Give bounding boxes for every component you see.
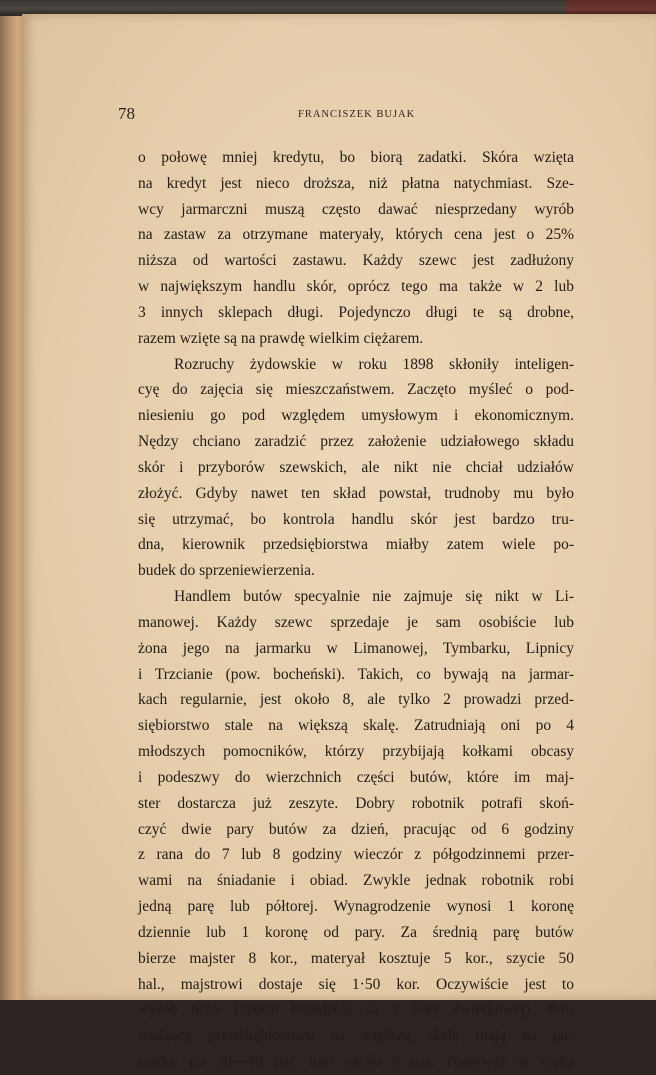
text-line: niesieniu go pod względem umysłowym i ekonomicznym. [138,407,574,425]
text-line: siębiorstwo stale na większą skalę. Zatrudniają oni po 4 [138,717,574,735]
text-line: młodszych pomocników, którzy przybijają kołkami obcasy [138,743,574,761]
body-text [138,145,574,1075]
text-line: cyę do zajęcia się mieszczaństwem. Zaczęto myśleć o pod- [138,381,574,399]
text-line: wcy jarmarczni muszą często dawać niesprzedany wyrób [138,200,574,218]
text-line: budek do sprzeniewierzenia. [138,562,315,580]
text-line: dziennie lub 1 koronę od pary. Za średnią parę butów [138,923,574,941]
text-line: 3 innych sklepach długi. Pojedynczo długi te są drobne, [138,303,574,321]
text-line: kach regularnie, jest około 8, ale tylko 2 prowadzi przed- [138,691,574,709]
text-line: marku po 30—40 par, inni około 8 par. Ponieważ w ciągu [138,1052,574,1070]
running-head: FRANCISZEK BUJAK [298,109,416,120]
page-number: 78 [118,104,135,123]
text-line: się utrzymać, bo kontrola handlu skór jest bardzo tru- [138,510,574,528]
text-line: o połowę mniej kredytu, bo biorą zadatki. Skóra wzięta [138,149,574,166]
text-line: bierze majster 8 kor., materyał kosztuje 5 kor., szycie 50 [138,949,574,967]
page-stack-edge [0,16,24,1000]
text-line: Rozruchy żydowskie w roku 1898 skłoniły inteligen- [174,355,574,373]
text-line: dna, kierownik przedsiębiorstwa miałby zatem wiele po- [138,536,574,554]
text-line: złożyć. Gdyby nawet ten skład powstał, trudnoby mu było [138,484,574,502]
text-line: Handlem butów specyalnie nie zajmuje się nikt w Li- [174,588,574,606]
text-line: na kredyt jest nieco droższa, niż płatna natychmiast. Sze- [138,174,574,192]
text-line: wadzący przedsiębiorstwo na większą skalę mają na jar- [138,1027,574,1045]
text-line: razem wzięte są na prawdę wielkim ciężarem. [138,329,424,347]
text-line: i podeszwy do wierzchnich części butów, które im maj- [138,768,574,786]
text-line: hal., majstrowi dostaje się 1·50 kor. Oczywiście jest to [138,975,574,993]
page-header [118,104,588,130]
text-line: i Trzcianie (pow. bocheński). Takich, co bywają na jarmar- [138,665,574,683]
text-line: na zastaw za otrzymane materyały, których cena jest o 25% [138,226,574,244]
text-line: Nędzy chciano zaradzić przez założenie udziałowego składu [138,433,574,451]
text-line: manowej. Każdy szewc sprzedaje je sam osobiście lub [138,613,574,631]
text-line: ster dostarcza już zeszyte. Dobry robotnik potrafi skoń- [138,794,574,812]
text-line: jedną parę lub półtorej. Wynagrodzenie wynosi 1 koronę [138,898,574,916]
text-line: wami na śniadanie i obiad. Zwykle jednak robotnik robi [138,872,574,890]
text-line: z rana do 7 lub 8 godziny wieczór z półgodzinnemi przer- [138,846,574,864]
text-line: w największym handlu skór, oprócz tego ma także w 2 lub [138,278,574,296]
text-line: wyrób lichy (często brandzole są z kory świerkowej). Pro- [138,1001,574,1019]
text-line: żona jego na jarmarku w Limanowej, Tymbarku, Lipnicy [138,639,574,657]
text-line: czyć dwie pary butów za dzień, pracując od 6 godziny [138,820,574,838]
text-line: niższa od wartości zastawu. Każdy szewc jest zadłużony [138,252,574,270]
text-line: skór i przyborów szewskich, ale nikt nie chciał udziałów [138,458,574,476]
